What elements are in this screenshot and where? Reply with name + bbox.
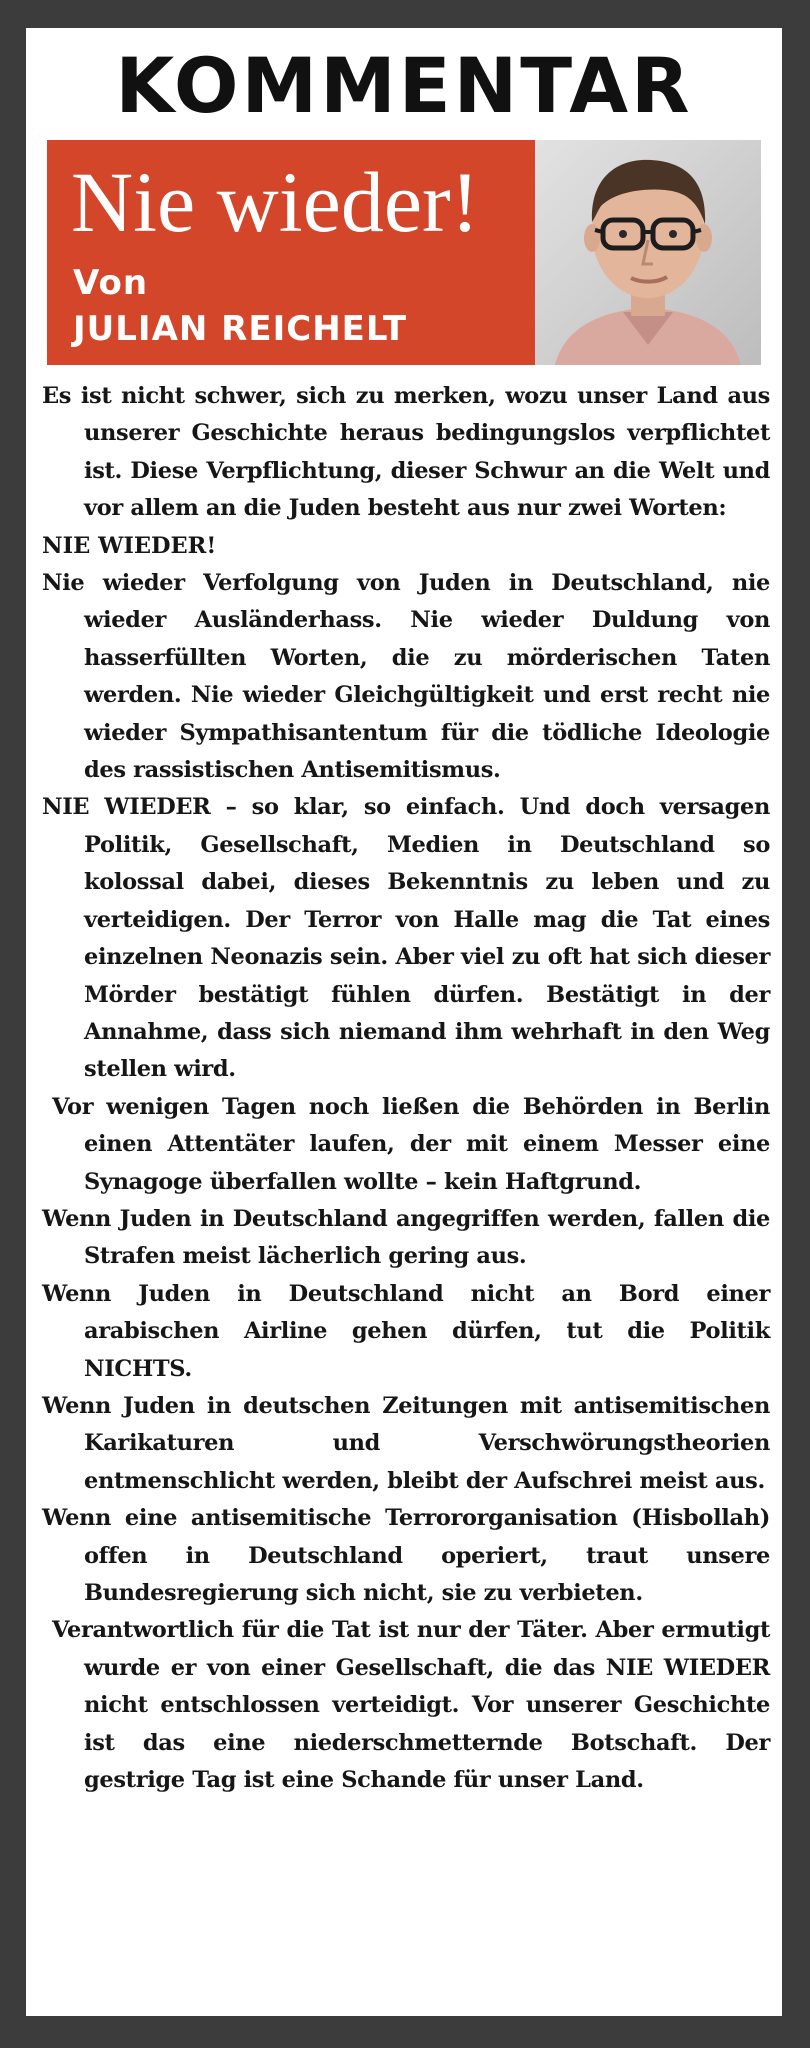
- byline: [73, 260, 407, 352]
- article-paragraph: NIE WIEDER – so klar, so einfach. Und doch versagen Politik, Gesellschaft, Medien in Deutschland so kolossal dabei, dieses Bekenntnis zu leben und zu verteidigen. Der Terror von Halle mag die Tat eines einzelnen Neonazis sein. Aber viel zu oft hat sich dieser Mörder bestätigt fühlen dürfen. Bestätigt in der Annahme, dass sich niemand ihm wehrhaft in den Weg stellen wird.: [42, 794, 770, 1083]
- article-paragraph: Vor wenigen Tagen noch ließen die Behörden in Berlin einen Attentäter laufen, der mit einem Messer eine Synagoge überfallen wollte – kein Haftgrund.: [52, 1093, 770, 1195]
- headline-banner: [47, 140, 761, 365]
- section-kicker: KOMMENTAR: [115, 41, 693, 130]
- article-paragraph: Es ist nicht schwer, sich zu merken, wozu unser Land aus unserer Geschichte heraus bedingungslos verpflichtet ist. Diese Verpflichtung, dieser Schwur an die Welt und vor allem an die Juden besteht aus nur zwei Worten:: [42, 383, 770, 522]
- article-paragraph: Wenn Juden in Deutschland angegriffen werden, fallen die Strafen meist lächerlich gering aus.: [42, 1205, 770, 1270]
- byline-prefix: Von: [73, 263, 149, 303]
- author-portrait-illustration: [535, 140, 761, 365]
- article-paragraph: Verantwortlich für die Tat ist nur der Täter. Aber ermutigt wurde er von einer Gesellschaft, die das NIE WIEDER nicht entschlossen verteidigt. Vor unserer Geschichte ist das eine niederschmetternde Botschaft. Der gestrige Tag ist eine Schande für unser Land.: [52, 1617, 770, 1794]
- headline: Nie wieder!: [71, 154, 480, 250]
- article-paragraph: Wenn Juden in deutschen Zeitungen mit antisemitischen Karikaturen und Verschwörungstheorien entmenschlicht werden, bleibt der Aufschrei meist aus.: [42, 1392, 770, 1494]
- author-name: JULIAN REICHELT: [73, 309, 408, 349]
- article-paragraph: NIE WIEDER!: [42, 532, 217, 559]
- author-portrait: [535, 140, 761, 365]
- article-paragraph: Wenn Juden in Deutschland nicht an Bord einer arabischen Airline gehen dürfen, tut die Politik NICHTS.: [42, 1280, 770, 1382]
- newspaper-clipping: [26, 28, 782, 2016]
- article-paragraph: Wenn eine antisemitische Terrororganisation (Hisbollah) offen in Deutschland operiert, traut unsere Bundesregierung sich nicht, sie zu verbieten.: [42, 1505, 770, 1606]
- article-body: [42, 378, 770, 1799]
- article-paragraph: Nie wieder Verfolgung von Juden in Deutschland, nie wieder Ausländerhass. Nie wieder Duldung von hasserfüllten Worten, die zu mörderischen Taten werden. Nie wieder Gleichgültigkeit und erst recht nie wieder Sympathisantentum für die tödliche Ideologie des rassistischen Antisemitismus.: [42, 570, 770, 784]
